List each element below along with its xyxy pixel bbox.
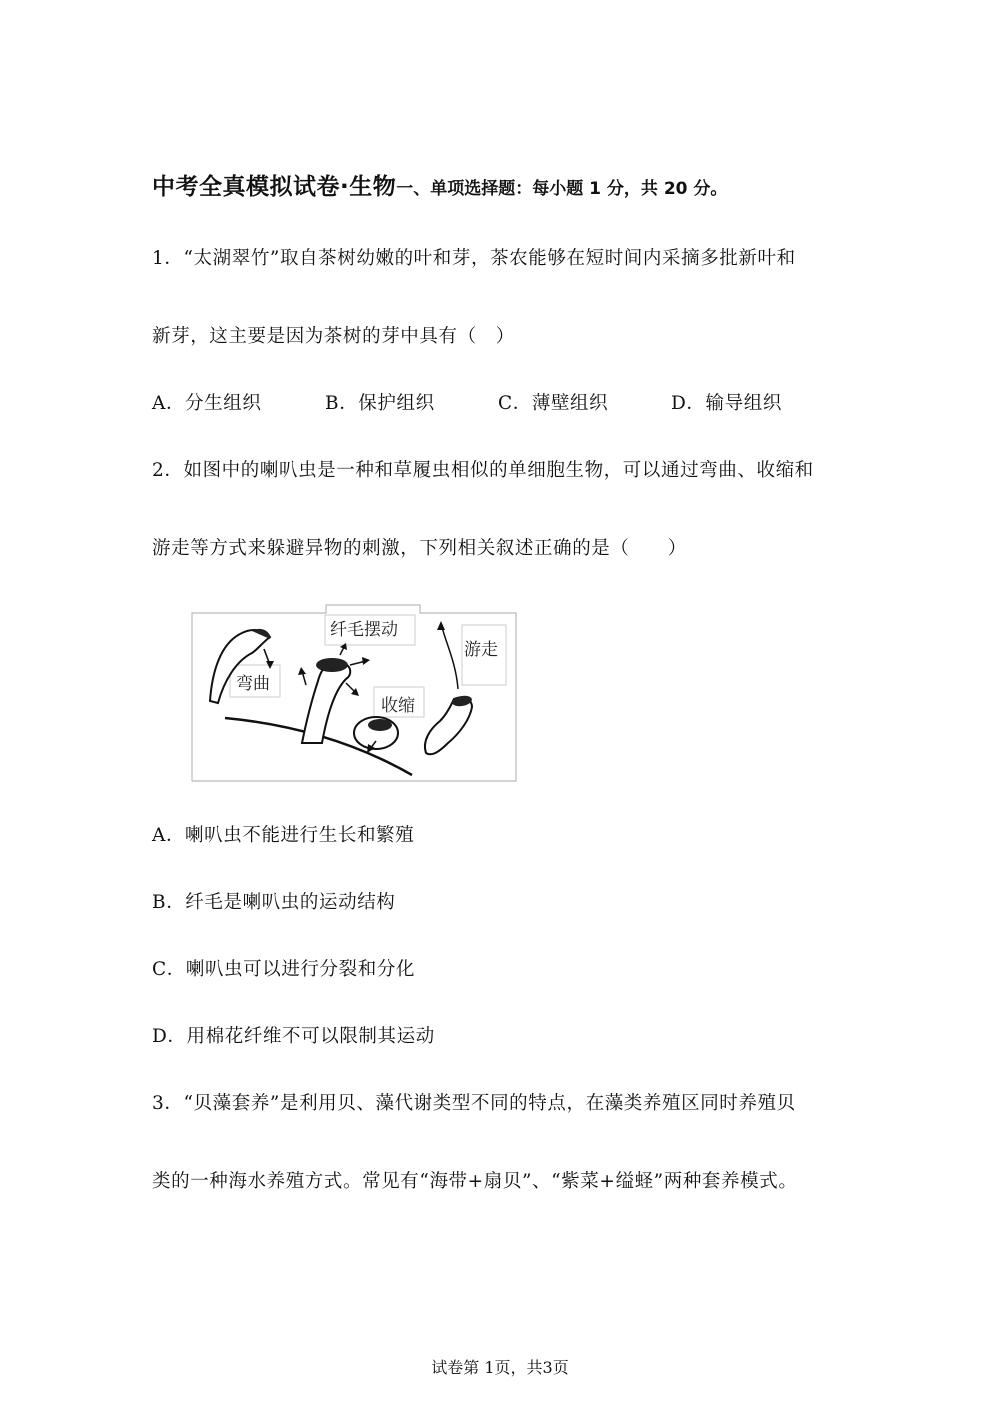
trumpet-animalcule-figure	[190, 603, 522, 783]
section-heading: 一、单项选择题：每小题 1 分，共 20 分。	[396, 179, 728, 199]
q1-option-d[interactable]: D．输导组织	[671, 393, 782, 414]
q2-option-b[interactable]: B．纤毛是喇叭虫的运动结构	[152, 892, 396, 913]
q2-stem-line-2: 游走等方式来躲避异物的刺激，下列相关叙述正确的是（ ）	[152, 538, 687, 559]
label-contract: 收缩	[381, 696, 415, 716]
page-footer: 试卷第 1页，共3页	[431, 1358, 569, 1377]
q2-stem-line-1: 2．如图中的喇叭虫是一种和草履虫相似的单细胞生物，可以通过弯曲、收缩和	[152, 460, 814, 481]
label-swim: 游走	[464, 640, 498, 660]
q1-options	[152, 389, 782, 415]
label-bend: 弯曲	[236, 674, 270, 694]
q2-option-c[interactable]: C．喇叭虫可以进行分裂和分化	[152, 959, 416, 980]
q1-stem-line-1: 1．“太湖翠竹”取自茶树幼嫩的叶和芽，茶农能够在短时间内采摘多批新叶和	[152, 248, 796, 269]
q1-option-b[interactable]: B．保护组织	[325, 393, 435, 414]
q2-option-a[interactable]: A．喇叭虫不能进行生长和繁殖	[152, 825, 415, 846]
q3-stem-line-2: 类的一种海水养殖方式。常见有“海带+扇贝”、“紫菜+缢蛏”两种套养模式。	[152, 1171, 798, 1192]
q1-option-c[interactable]: C．薄壁组织	[498, 393, 609, 414]
page-title	[152, 168, 727, 201]
q1-stem-line-2: 新芽，这主要是因为茶树的芽中具有（ ）	[152, 326, 515, 347]
exam-title: 中考全真模拟试卷·生物	[152, 174, 397, 200]
label-cilia: 纤毛摆动	[330, 620, 398, 640]
q1-option-a[interactable]: A．分生组织	[152, 393, 262, 414]
contracted-organism	[354, 717, 398, 753]
q3-stem-line-1: 3．“贝藻套养”是利用贝、藻代谢类型不同的特点，在藻类养殖区同时养殖贝	[152, 1093, 796, 1114]
q2-option-d[interactable]: D．用棉花纤维不可以限制其运动	[152, 1026, 435, 1047]
